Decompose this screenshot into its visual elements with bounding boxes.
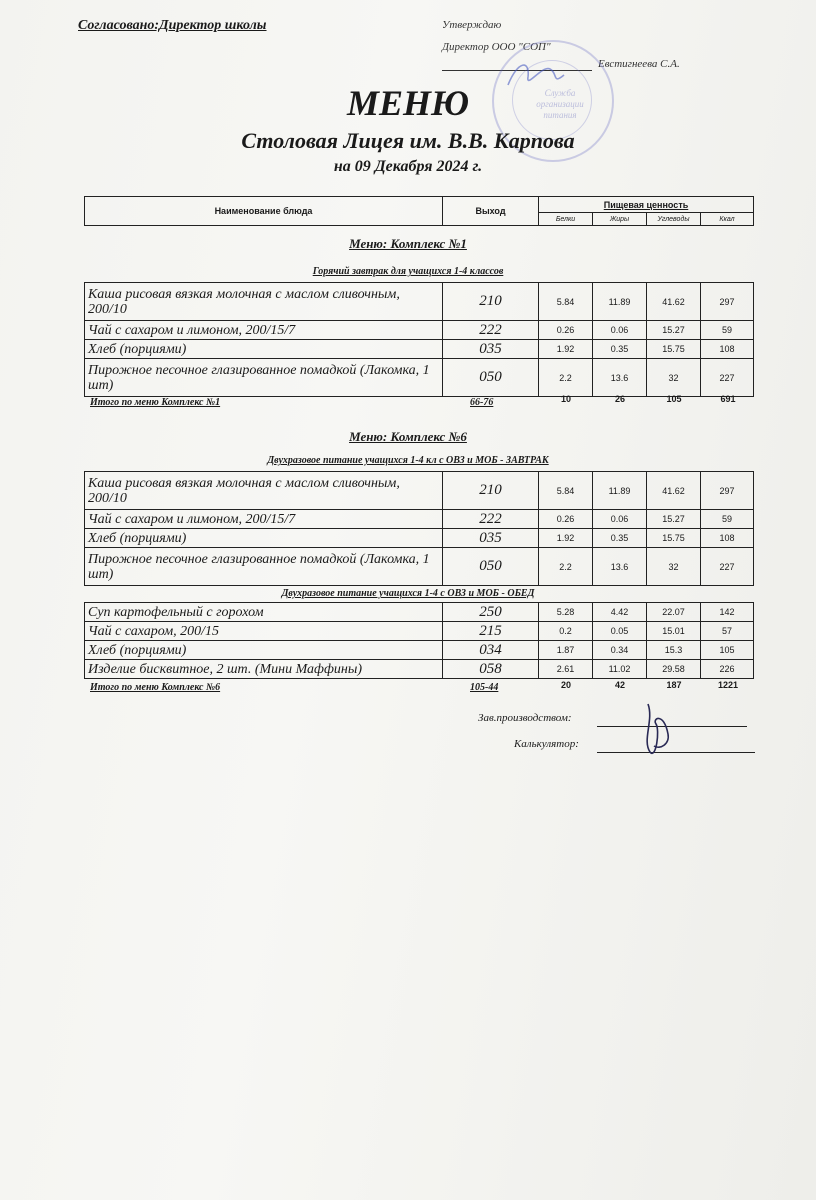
fats-value: 11.02: [593, 660, 647, 679]
proteins-value: 0.2: [539, 622, 593, 641]
kcal-value: 59: [701, 321, 754, 340]
kcal-value: 297: [701, 283, 754, 321]
complex-6-lunch-table: [84, 602, 754, 679]
proteins-value: 5.28: [539, 603, 593, 622]
column-nutrition: Пищевая ценность: [539, 197, 754, 213]
kcal-value: 59: [701, 510, 754, 529]
complex-1-title: Меню: Комплекс №1: [349, 236, 467, 251]
carbs-value: 15.75: [647, 340, 701, 359]
proteins-value: 2.2: [539, 359, 593, 397]
dish-yield: 250: [443, 603, 539, 622]
kcal-value: 105: [701, 641, 754, 660]
fats-value: 0.06: [593, 321, 647, 340]
kcal-value: 227: [701, 548, 754, 586]
kcal-value: 108: [701, 340, 754, 359]
kcal-value: 227: [701, 359, 754, 397]
dish-name: Пирожное песочное глазированное помадкой (Лакомка, 1 шт): [85, 548, 443, 586]
dish-yield: 035: [443, 340, 539, 359]
dish-yield: 210: [443, 472, 539, 510]
proteins-value: 1.92: [539, 340, 593, 359]
table-row: [85, 321, 754, 340]
carbs-value: 15.3: [647, 641, 701, 660]
agreed-by-label: Согласовано:Директор школы: [78, 18, 267, 33]
complex-6-total-proteins: 20: [560, 680, 571, 690]
table-row: [85, 283, 754, 321]
table-row: [85, 472, 754, 510]
kcal-value: 226: [701, 660, 754, 679]
complex-1-table: [84, 282, 754, 397]
dish-yield: 058: [443, 660, 539, 679]
proteins-value: 0.26: [539, 321, 593, 340]
carbs-value: 32: [647, 548, 701, 586]
carbs-value: 15.27: [647, 510, 701, 529]
proteins-value: 2.2: [539, 548, 593, 586]
proteins-value: 0.26: [539, 510, 593, 529]
menu-header-table: [84, 196, 754, 226]
complex-6-breakfast-table: [84, 471, 754, 586]
table-row: [85, 510, 754, 529]
column-proteins: Белки: [539, 213, 593, 226]
dish-yield: 034: [443, 641, 539, 660]
dish-name: Суп картофельный с горохом: [85, 603, 443, 622]
approved-position: Директор ООО "СОП": [442, 41, 551, 53]
stamp-text: Служба организации питания: [536, 88, 584, 120]
fats-value: 0.35: [593, 529, 647, 548]
fats-value: 13.6: [593, 548, 647, 586]
director-name: Евстигнеева С.А.: [598, 58, 680, 70]
kcal-value: 142: [701, 603, 754, 622]
dish-name: Чай с сахаром и лимоном, 200/15/7: [85, 510, 443, 529]
complex-6-lunch-subtitle: Двухразовое питание учащихся 1-4 с ОВЗ и МОБ - ОБЕД: [281, 588, 535, 599]
fats-value: 11.89: [593, 283, 647, 321]
table-row: [85, 603, 754, 622]
kcal-value: 57: [701, 622, 754, 641]
carbs-value: 15.01: [647, 622, 701, 641]
complex-6-total-fats: 42: [614, 680, 625, 690]
approved-label: Утверждаю: [442, 19, 502, 31]
table-row: [85, 660, 754, 679]
complex-1-total-price: 66-76: [470, 397, 494, 408]
proteins-value: 1.92: [539, 529, 593, 548]
kcal-value: 297: [701, 472, 754, 510]
proteins-value: 1.87: [539, 641, 593, 660]
complex-1-total-label: Итого по меню Комплекс №1: [90, 397, 221, 408]
dish-name: Чай с сахаром и лимоном, 200/15/7: [85, 321, 443, 340]
calculator-label: Калькулятор:: [514, 738, 579, 750]
column-fats: Жиры: [593, 213, 647, 226]
table-row: [85, 340, 754, 359]
page-title: МЕНЮ: [346, 83, 470, 123]
proteins-value: 2.61: [539, 660, 593, 679]
canteen-name: Столовая Лицея им. В.В. Карпова: [241, 128, 575, 153]
dish-name: Чай с сахаром, 200/15: [85, 622, 443, 641]
dish-yield: 215: [443, 622, 539, 641]
complex-1-total-carbs: 105: [666, 394, 682, 404]
column-carbs: Углеводы: [647, 213, 701, 226]
dish-name: Пирожное песочное глазированное помадкой (Лакомка, 1 шт): [85, 359, 443, 397]
carbs-value: 15.75: [647, 529, 701, 548]
dish-name: Каша рисовая вязкая молочная с маслом сливочным, 200/10: [85, 472, 443, 510]
fats-value: 13.6: [593, 359, 647, 397]
carbs-value: 41.62: [647, 472, 701, 510]
dish-yield: 035: [443, 529, 539, 548]
dish-name: Хлеб (порциями): [85, 529, 443, 548]
complex-1-total-proteins: 10: [560, 394, 571, 404]
complex-6-breakfast-subtitle: Двухразовое питание учащихся 1-4 кл с ОВЗ и МОБ - ЗАВТРАК: [267, 455, 549, 466]
carbs-value: 41.62: [647, 283, 701, 321]
complex-1-total-kcal: 691: [720, 394, 736, 404]
complex-6-title: Меню: Комплекс №6: [349, 429, 467, 444]
fats-value: 0.34: [593, 641, 647, 660]
dish-yield: 210: [443, 283, 539, 321]
table-row: [85, 529, 754, 548]
table-row: [85, 548, 754, 586]
handwritten-signature: [630, 700, 680, 760]
table-row: [85, 641, 754, 660]
dish-yield: 050: [443, 548, 539, 586]
carbs-value: 15.27: [647, 321, 701, 340]
complex-1-total-fats: 26: [614, 394, 625, 404]
dish-name: Каша рисовая вязкая молочная с маслом сливочным, 200/10: [85, 283, 443, 321]
table-row: [85, 622, 754, 641]
complex-6-total-label: Итого по меню Комплекс №6: [90, 682, 221, 693]
dish-yield: 222: [443, 321, 539, 340]
kcal-value: 108: [701, 529, 754, 548]
complex-6-total-price: 105-44: [470, 682, 499, 693]
fats-value: 0.06: [593, 510, 647, 529]
column-kcal: Ккал: [701, 213, 754, 226]
dish-yield: 222: [443, 510, 539, 529]
column-dish-name: Наименование блюда: [85, 197, 443, 226]
fats-value: 11.89: [593, 472, 647, 510]
proteins-value: 5.84: [539, 283, 593, 321]
dish-name: Хлеб (порциями): [85, 641, 443, 660]
carbs-value: 22.07: [647, 603, 701, 622]
complex-6-total-carbs: 187: [666, 680, 682, 690]
fats-value: 4.42: [593, 603, 647, 622]
carbs-value: 29.58: [647, 660, 701, 679]
carbs-value: 32: [647, 359, 701, 397]
production-manager-label: Зав.производством:: [478, 712, 572, 724]
menu-date: на 09 Декабря 2024 г.: [333, 158, 483, 175]
dish-name: Изделие бисквитное, 2 шт. (Мини Маффины): [85, 660, 443, 679]
complex-6-total-kcal: 1221: [717, 680, 739, 690]
fats-value: 0.05: [593, 622, 647, 641]
table-row: [85, 359, 754, 397]
fats-value: 0.35: [593, 340, 647, 359]
complex-1-subtitle: Горячий завтрак для учащихся 1-4 классов: [312, 266, 504, 277]
dish-name: Хлеб (порциями): [85, 340, 443, 359]
proteins-value: 5.84: [539, 472, 593, 510]
column-yield: Выход: [443, 197, 539, 226]
dish-yield: 050: [443, 359, 539, 397]
